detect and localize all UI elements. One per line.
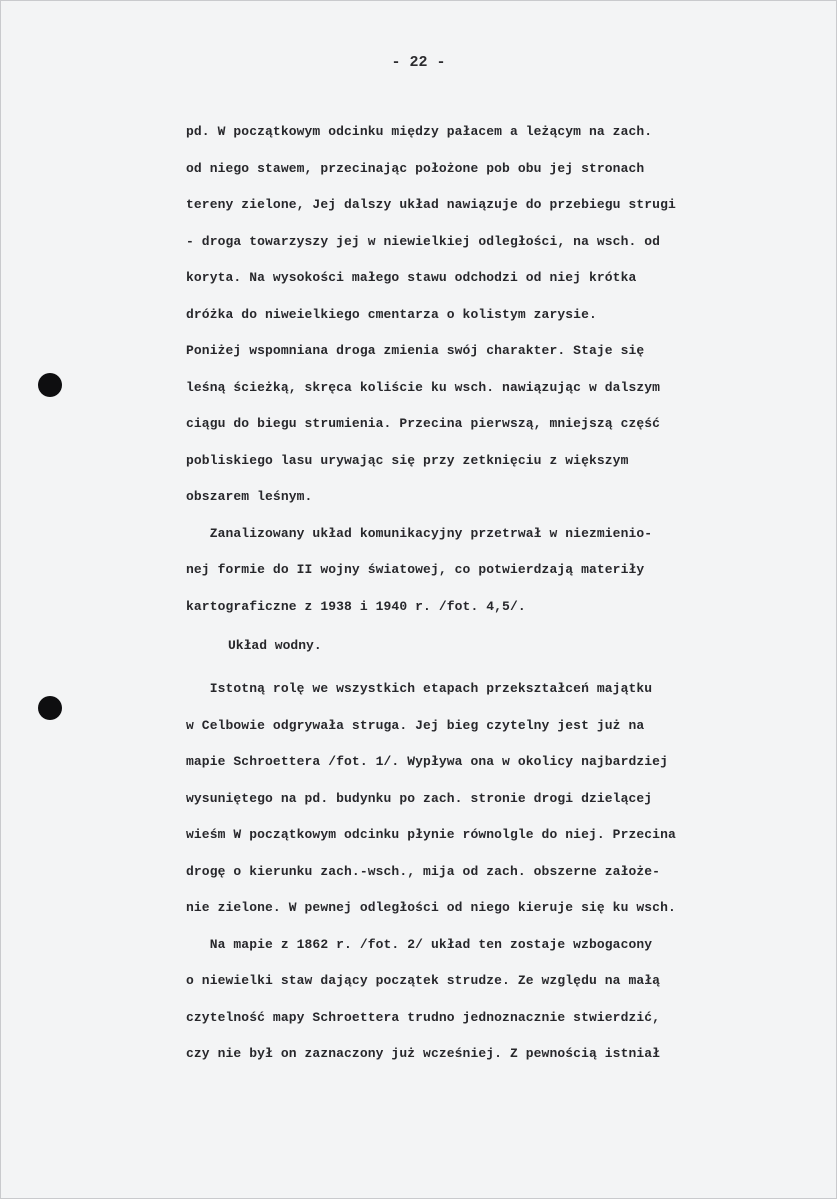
text-line: Na mapie z 1862 r. /fot. 2/ układ ten zostaje wzbogacony [186, 936, 653, 952]
text-line: wysuniętego na pd. budynku po zach. stronie drogi dzielącej [186, 790, 653, 806]
text-line: leśną ścieżką, skręca koliście ku wsch. nawiązując w dalszym [186, 379, 661, 395]
text-line: pobliskiego lasu urywając się przy zetknięciu z większym [186, 452, 629, 468]
text-line: ciągu do biegu strumienia. Przecina pierwszą, mniejszą część [186, 416, 661, 431]
paragraph-block-water [186, 678, 826, 1080]
text-line: Istotną rolę we wszystkich etapach przekształceń majątku [186, 681, 653, 696]
text-line: - droga towarzyszy jej w niewielkiej odległości, na wsch. od [186, 233, 661, 249]
text-line: dróżka do niweielkiego cmentarza o kolistym zarysie. [186, 306, 597, 322]
text-line: mapie Schroettera /fot. 1/. Wypływa ona w okolicy najbardziej [186, 754, 668, 769]
paragraph-block-roads [186, 121, 826, 632]
text-line: w Celbowie odgrywała struga. Jej bieg czytelny jest już na [186, 717, 645, 733]
section-heading: Układ wodny. [228, 638, 322, 653]
text-line: tereny zielone, Jej dalszy układ nawiązuje do przebiegu strugi [186, 197, 676, 212]
text-line: nej formie do II wojny światowej, co potwierdzają materiły [186, 562, 645, 577]
text-line: Zanalizowany układ komunikacyjny przetrwał w niezmienio- [186, 525, 653, 541]
text-line: czytelność mapy Schroettera trudno jednoznacznie stwierdzić, [186, 1009, 661, 1025]
text-line: od niego stawem, przecinając położone pob obu jej stronach [186, 160, 645, 176]
text-line: Poniżej wspomniana droga zmienia swój charakter. Staje się [186, 343, 645, 358]
punch-hole-upper [38, 373, 62, 397]
punch-hole-lower [38, 696, 62, 720]
text-line: wieśm W początkowym odcinku płynie równolgle do niej. Przecina [186, 827, 676, 842]
text-line: o niewielki staw dający początek strudze. Ze względu na małą [186, 973, 661, 988]
text-line: obszarem leśnym. [186, 489, 313, 504]
text-line: kartograficzne z 1938 i 1940 r. /fot. 4,5/. [186, 598, 526, 614]
page-number: - 22 - [391, 54, 446, 71]
text-line: czy nie był on zaznaczony już wcześniej. Z pewnością istniał [186, 1046, 661, 1061]
text-line: koryta. Na wysokości małego stawu odchodzi od niej krótka [186, 270, 637, 285]
text-line: drogę o kierunku zach.-wsch., mija od zach. obszerne założe- [186, 863, 661, 879]
text-line: pd. W początkowym odcinku między pałacem a leżącym na zach. [186, 124, 653, 139]
text-line: nie zielone. W pewnej odległości od niego kieruje się ku wsch. [186, 900, 676, 915]
